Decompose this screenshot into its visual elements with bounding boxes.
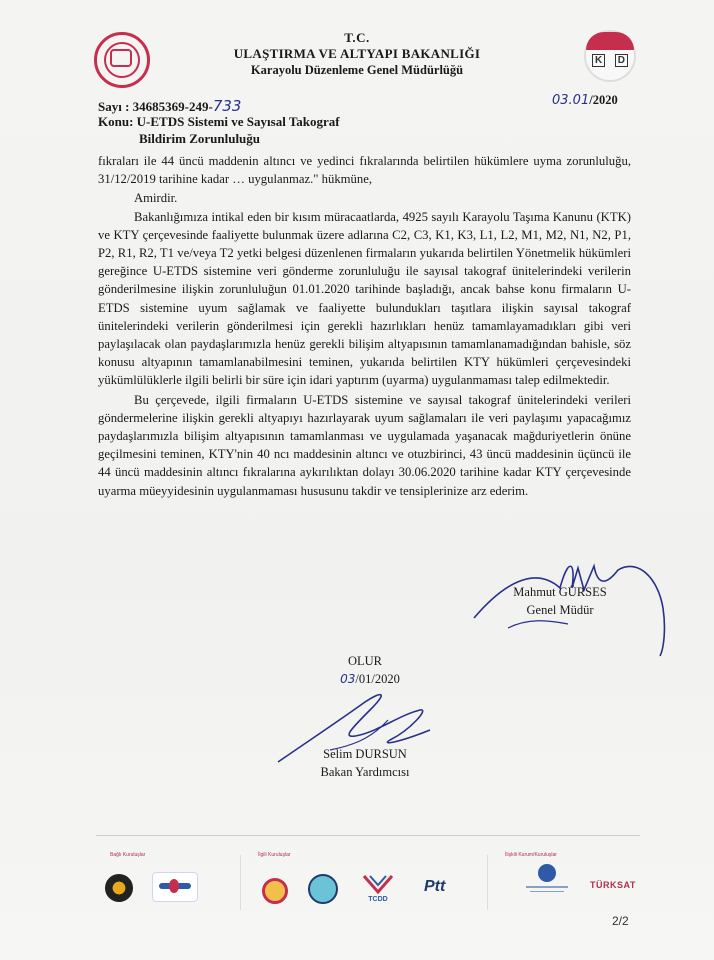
approval-date-printed: /01/2020 xyxy=(355,672,400,686)
signatory-name: Mahmut GÜRSES xyxy=(513,585,607,599)
sayi-line xyxy=(98,97,241,115)
document-date xyxy=(552,93,618,108)
footer-group1-label: Bağlı Kuruluşlar xyxy=(110,852,146,858)
header-tc: T.C. xyxy=(344,30,370,45)
date-handwritten: 03.01 xyxy=(552,93,590,108)
shy-logo-icon xyxy=(262,878,288,904)
paragraph-2: Bu çerçevede, ilgili firmaların U-ETDS sistemine ve sayısal takograf ünitelerindeki verileri göndermelerine ilişkin gerekli altyapıyı hazırlayarak uyum sağlamaları ile veri paylaşımı yapacağımız paydaşlarımızla bilişim altyapısının tamamlanması ve uygulamada yaşanacak mağduriyetlerin önüne geçilmesini teminen, KTY'nin 40 ncı maddesinin altıncı ve otuzbirinci, 43 üncü maddesinin üçüncü ile 44 üncü maddesinin altıncı fıkralarına aykırılıktan dolayı 30.06.2020 tarihine kadar KTY çerçevesinde uyarma müeyyidesinin uygulanmaması hususunu takdir ve tensiplerinize arz ederim. xyxy=(98,392,631,498)
footer-separator xyxy=(487,855,488,910)
approval-title: Bakan Yardımcısı xyxy=(320,765,410,779)
dhmi-logo-icon xyxy=(152,872,198,902)
footer-group2-label: İlgili Kuruluşlar xyxy=(258,852,291,858)
tcdd-logo-icon xyxy=(360,872,396,912)
konu-line2: Bildirim Zorunluluğu xyxy=(139,131,261,146)
kd-logo-d: D xyxy=(615,54,628,67)
btk-logo-icon xyxy=(520,860,574,904)
date-printed: /2020 xyxy=(589,93,618,107)
signatory-title: Genel Müdür xyxy=(526,603,594,617)
konu-line xyxy=(98,114,340,130)
kd-logo-k: K xyxy=(592,54,605,67)
approval-date-handwritten: 03 xyxy=(340,672,356,686)
sayi-label: Sayı xyxy=(98,99,122,114)
footer-separator xyxy=(240,855,241,910)
turksat-logo-icon: TÜRKSAT xyxy=(590,880,636,890)
ptt-logo-icon: Ptt xyxy=(424,878,446,895)
kgm-logo-icon xyxy=(105,874,133,902)
footer-divider xyxy=(96,835,640,836)
approval-name: Selim DURSUN xyxy=(323,747,407,761)
konu-label: Konu: xyxy=(98,114,134,129)
letter-body xyxy=(98,152,631,500)
paragraph-1: Bakanlığımıza intikal eden bir kısım müracaatlarda, 4925 sayılı Karayolu Taşıma Kanunu (KTK) ve KTY çerçevesinde faaliyette bulunmak üzere adlarına C2, C3, K1, K3, L1, L2, M1, M2, N1, N2, P1, P2, R1, R2, T1 ve/veya T2 yetki belgesi düzenlenen firmaların yukarıda belirtilen Yönetmelik hükümleri gereğince U-ETDS sistemine veri gönderme zorunluluğu ile sayısal takograf ünitelerindeki verilerin gönderilmesine ilişkin zorunluluğun 01.01.2020 tarihinde başladığı, ancak bahse konu firmaların U-ETDS sistemine uyum sağlamak ve faaliyette bulundukları taşıtlara ilişkin sayısal takograf ünitelerindeki verilerin gönderilmesi için gerekli hazırlıkları henüz tamamlayamadıkları gibi veri paylaşılacak olan paydaşlarımızla henüz gerekli bilişim altyapısının tamamlanamadığından bahisle, söz konusu altyapının tamamlanabilmesini teminen, yukarıda belirtilen KTY hükümleri çerçevesindeki yükümlülüklerle ilgili belirli bir süre için idari yaptırım (uyarma) uygulanmaması talep edilmektedir. xyxy=(98,209,631,388)
tcdd-label: TCDD xyxy=(368,896,388,903)
footer-group3-label: İlişkili Kurum/Kuruluşlar xyxy=(505,852,557,858)
konu-line1: U-ETDS Sistemi ve Sayısal Takograf xyxy=(136,114,340,129)
header-ministry: ULAŞTIRMA VE ALTYAPI BAKANLIĞI xyxy=(233,46,481,61)
page-number: 2/2 xyxy=(612,914,629,928)
maritime-logo-icon xyxy=(308,874,338,904)
sayi-value: : 34685369-249- xyxy=(125,99,213,114)
salutation: Amirdir. xyxy=(134,191,178,206)
header-department: Karayolu Düzenleme Genel Müdürlüğü xyxy=(250,63,464,77)
sayi-handwritten: 733 xyxy=(212,97,242,115)
approval-olur: OLUR xyxy=(347,654,383,668)
paragraph-0: fıkraları ile 44 üncü maddenin altıncı ve yedinci fıkralarında belirtilen hükümlere uyma zorunluluğu, 31/12/2019 tarihine kadar … uygulanmaz." hükmüne, xyxy=(98,154,631,187)
